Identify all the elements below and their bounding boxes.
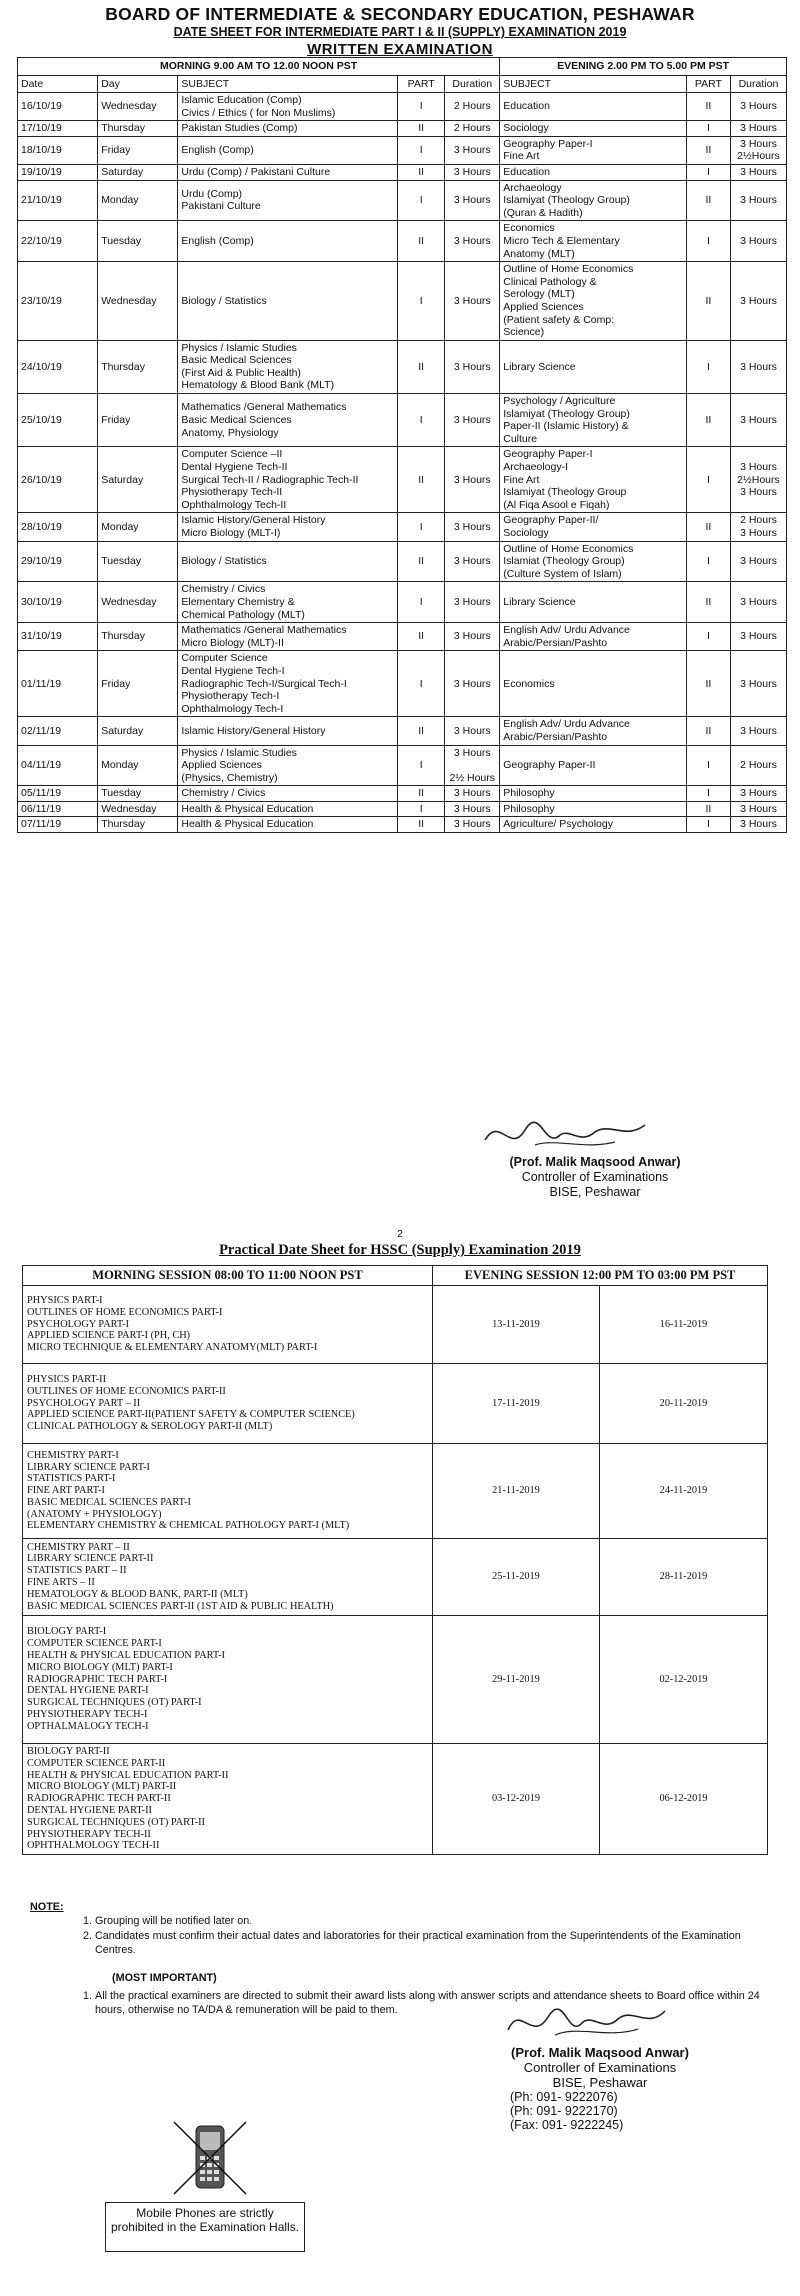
evening-part: II (686, 801, 730, 817)
col-duration-evening: Duration (730, 76, 786, 93)
col-duration: Duration (445, 76, 500, 93)
evening-part: II (686, 513, 730, 541)
exam-row (18, 262, 787, 341)
evening-part: II (686, 93, 730, 121)
practical-date-2: 20-11-2019 (600, 1364, 768, 1444)
exam-date: 23/10/19 (18, 262, 98, 341)
morning-duration: 3 Hours (445, 262, 500, 341)
exam-row (18, 801, 787, 817)
morning-part: II (398, 717, 445, 745)
exam-date: 02/11/19 (18, 717, 98, 745)
exam-row (18, 745, 787, 786)
exam-row (18, 394, 787, 447)
exam-date: 24/10/19 (18, 340, 98, 393)
evening-duration: 3 Hours (730, 394, 786, 447)
morning-duration: 3 Hours 2½ Hours (445, 745, 500, 786)
evening-duration: 3 Hours (730, 164, 786, 180)
practical-group-row (23, 1286, 768, 1364)
signatory-org: BISE, Peshawar (549, 1185, 641, 1199)
exam-date: 18/10/19 (18, 136, 98, 164)
morning-subject: Chemistry / Civics (178, 786, 398, 802)
exam-date: 17/10/19 (18, 121, 98, 137)
morning-subject: Urdu (Comp) Pakistani Culture (178, 180, 398, 221)
morning-subject: Chemistry / Civics Elementary Chemistry & Chemical Pathology (MLT) (178, 582, 398, 623)
practical-subjects: BIOLOGY PART-II COMPUTER SCIENCE PART-II HEALTH & PHYSICAL EDUCATION PART-II MICRO BIOLOGY (MLT) PART-II RADIOGRAPHIC TECH PART-II DENTAL HYGIENE PART-II SURGICAL TECHNIQUES (OT) PART-II PHYSIOTHERAPY TECH-II OPHTHALMOLOGY TECH-II (23, 1744, 433, 1855)
exam-row (18, 541, 787, 582)
practical-date-1: 29-11-2019 (433, 1616, 600, 1744)
exam-date: 25/10/19 (18, 394, 98, 447)
evening-subject: Psychology / Agriculture Islamiyat (Theology Group) Paper-II (Islamic History) & Culture (500, 394, 687, 447)
evening-part: I (686, 541, 730, 582)
evening-part: II (686, 582, 730, 623)
practical-date-2: 24-11-2019 (600, 1444, 768, 1539)
evening-subject: English Adv/ Urdu Advance Arabic/Persian/Pashto (500, 717, 687, 745)
evening-part: I (686, 221, 730, 262)
morning-duration: 3 Hours (445, 801, 500, 817)
morning-subject: English (Comp) (178, 136, 398, 164)
practical-date-2: 02-12-2019 (600, 1616, 768, 1744)
signatory-name: (Prof. Malik Maqsood Anwar) (509, 1155, 681, 1169)
evening-session-header: EVENING 2.00 PM TO 5.00 PM PST (500, 58, 787, 76)
exam-day: Thursday (98, 623, 178, 651)
morning-part: I (398, 513, 445, 541)
signatory-title: Controller of Examinations (521, 1170, 669, 1184)
evening-duration: 3 Hours (730, 340, 786, 393)
morning-part: II (398, 164, 445, 180)
evening-duration: 3 Hours (730, 93, 786, 121)
morning-subject: Biology / Statistics (178, 262, 398, 341)
evening-subject: Outline of Home Economics Clinical Pathology & Serology (MLT) Applied Sciences (Patient safety & Comp: Science) (500, 262, 687, 341)
evening-subject: Philosophy (500, 786, 687, 802)
phone-2: (Ph: 091- 9222170) (510, 2104, 618, 2118)
morning-duration: 3 Hours (445, 164, 500, 180)
signature-scribble (475, 1110, 655, 1160)
exam-row (18, 447, 787, 513)
morning-subject: Physics / Islamic Studies Applied Sciences (Physics, Chemistry) (178, 745, 398, 786)
exam-row (18, 651, 787, 717)
exam-day: Monday (98, 180, 178, 221)
morning-duration: 3 Hours (445, 717, 500, 745)
exam-day: Tuesday (98, 541, 178, 582)
exam-date: 30/10/19 (18, 582, 98, 623)
evening-subject: Economics (500, 651, 687, 717)
morning-subject: Urdu (Comp) / Pakistani Culture (178, 164, 398, 180)
evening-part: I (686, 786, 730, 802)
evening-duration: 3 Hours (730, 717, 786, 745)
exam-date: 04/11/19 (18, 745, 98, 786)
morning-part: I (398, 262, 445, 341)
signature-scribble (500, 1995, 670, 2050)
exam-row (18, 786, 787, 802)
morning-duration: 2 Hours (445, 93, 500, 121)
exam-row (18, 340, 787, 393)
page-number: 2 (397, 1229, 403, 1240)
evening-part: I (686, 817, 730, 833)
practical-group-row (23, 1444, 768, 1539)
morning-subject: Computer Science –II Dental Hygiene Tech-II Surgical Tech-II / Radiographic Tech-II Physiotherapy Tech-II Ophthalmology Tech-II (178, 447, 398, 513)
practical-date-2: 28-11-2019 (600, 1539, 768, 1616)
practical-subjects: CHEMISTRY PART-I LIBRARY SCIENCE PART-I STATISTICS PART-I FINE ART PART-I BASIC MEDICAL SCIENCES PART-I (ANATOMY + PHYSIOLOGY) ELEMENTARY CHEMISTRY & CHEMICAL PATHOLOGY PART-I (MLT) (23, 1444, 433, 1539)
exam-day: Monday (98, 745, 178, 786)
morning-duration: 3 Hours (445, 447, 500, 513)
exam-row (18, 121, 787, 137)
morning-part: I (398, 582, 445, 623)
practical-date-1: 03-12-2019 (433, 1744, 600, 1855)
exam-day: Tuesday (98, 221, 178, 262)
evening-duration: 3 Hours (730, 786, 786, 802)
morning-part: I (398, 651, 445, 717)
evening-duration: 3 Hours (730, 221, 786, 262)
evening-subject: Geography Paper-II (500, 745, 687, 786)
evening-duration: 3 Hours (730, 801, 786, 817)
date-sheet-subtitle: DATE SHEET FOR INTERMEDIATE PART I & II (SUPPLY) EXAMINATION 2019 (173, 25, 627, 39)
board-title: BOARD OF INTERMEDIATE & SECONDARY EDUCATION, PESHAWAR (105, 4, 695, 24)
morning-duration: 3 Hours (445, 582, 500, 623)
practical-date-1: 21-11-2019 (433, 1444, 600, 1539)
morning-part: I (398, 136, 445, 164)
morning-part: I (398, 180, 445, 221)
exam-date: 31/10/19 (18, 623, 98, 651)
morning-subject: Mathematics /General Mathematics Micro Biology (MLT)-II (178, 623, 398, 651)
exam-date: 01/11/19 (18, 651, 98, 717)
exam-day: Wednesday (98, 93, 178, 121)
morning-duration: 3 Hours (445, 651, 500, 717)
morning-duration: 3 Hours (445, 221, 500, 262)
morning-duration: 3 Hours (445, 786, 500, 802)
exam-day: Saturday (98, 447, 178, 513)
evening-part: II (686, 262, 730, 341)
note-item: 2. Candidates must confirm their actual dates and laboratories for their practical examination from the Superintendents of the Examination Centres. (95, 1929, 770, 1957)
evening-part: I (686, 745, 730, 786)
morning-subject: Health & Physical Education (178, 817, 398, 833)
morning-part: I (398, 394, 445, 447)
evening-duration: 3 Hours 2½Hours 3 Hours (730, 447, 786, 513)
evening-part: II (686, 136, 730, 164)
morning-subject: Pakistan Studies (Comp) (178, 121, 398, 137)
col-part-evening: PART (686, 76, 730, 93)
exam-day: Friday (98, 394, 178, 447)
exam-day: Thursday (98, 817, 178, 833)
morning-part: I (398, 745, 445, 786)
morning-subject: English (Comp) (178, 221, 398, 262)
phone-1: (Ph: 091- 9222076) (510, 2090, 618, 2104)
exam-day: Saturday (98, 717, 178, 745)
evening-duration: 3 Hours (730, 262, 786, 341)
evening-part: II (686, 180, 730, 221)
note-label: NOTE: (30, 1901, 64, 1913)
fax-number: (Fax: 091- 9222245) (510, 2118, 624, 2132)
signatory-name: (Prof. Malik Maqsood Anwar) (511, 2045, 689, 2060)
morning-part: II (398, 786, 445, 802)
col-subject-evening: SUBJECT (500, 76, 687, 93)
morning-part: II (398, 541, 445, 582)
exam-day: Monday (98, 513, 178, 541)
evening-subject: Outline of Home Economics Islamiat (Theology Group) (Culture System of Islam) (500, 541, 687, 582)
col-part: PART (398, 76, 445, 93)
exam-day: Thursday (98, 340, 178, 393)
evening-duration: 3 Hours (730, 651, 786, 717)
exam-date: 06/11/19 (18, 801, 98, 817)
morning-duration: 3 Hours (445, 394, 500, 447)
evening-part: II (686, 651, 730, 717)
practical-date-2: 16-11-2019 (600, 1286, 768, 1364)
exam-day: Wednesday (98, 801, 178, 817)
morning-part: II (398, 623, 445, 651)
exam-type-heading: WRITTEN EXAMINATION (307, 41, 493, 58)
morning-subject: Computer Science Dental Hygiene Tech-I Radiographic Tech-I/Surgical Tech-I Physiotherapy Tech-I Ophthalmology Tech-I (178, 651, 398, 717)
evening-duration: 3 Hours (730, 817, 786, 833)
exam-row (18, 180, 787, 221)
exam-row (18, 93, 787, 121)
most-important-item: 1. All the practical examiners are directed to submit their award lists along with answer scripts and attendance sheets to Board office within 24 hours, otherwise no TA/DA & remuneration will be paid to them. (95, 1989, 770, 2017)
morning-part: II (398, 817, 445, 833)
evening-subject: English Adv/ Urdu Advance Arabic/Persian/Pashto (500, 623, 687, 651)
exam-date: 22/10/19 (18, 221, 98, 262)
morning-part: II (398, 447, 445, 513)
evening-duration: 3 Hours (730, 582, 786, 623)
practical-subjects: CHEMISTRY PART – II LIBRARY SCIENCE PART-II STATISTICS PART – II FINE ARTS – II HEMATOLOGY & BLOOD BANK, PART-II (MLT) BASIC MEDICAL SCIENCES PART-II (1ST AID & PUBLIC HEALTH) (23, 1539, 433, 1616)
exam-row (18, 164, 787, 180)
exam-row (18, 136, 787, 164)
signatory-org: BISE, Peshawar (552, 2075, 648, 2090)
morning-duration: 3 Hours (445, 180, 500, 221)
morning-duration: 3 Hours (445, 817, 500, 833)
practical-date-1: 25-11-2019 (433, 1539, 600, 1616)
morning-duration: 3 Hours (445, 623, 500, 651)
practical-date-1: 13-11-2019 (433, 1286, 600, 1364)
exam-row (18, 221, 787, 262)
exam-date: 07/11/19 (18, 817, 98, 833)
morning-subject: Biology / Statistics (178, 541, 398, 582)
practical-group-row (23, 1744, 768, 1855)
morning-subject: Physics / Islamic Studies Basic Medical Sciences (First Aid & Public Health) Hematology & Blood Bank (MLT) (178, 340, 398, 393)
exam-day: Tuesday (98, 786, 178, 802)
exam-date: 28/10/19 (18, 513, 98, 541)
evening-subject: Sociology (500, 121, 687, 137)
exam-day: Thursday (98, 121, 178, 137)
morning-duration: 3 Hours (445, 513, 500, 541)
evening-part: I (686, 447, 730, 513)
exam-row (18, 582, 787, 623)
no-mobile-phone-icon (170, 2118, 250, 2198)
evening-duration: 3 Hours (730, 121, 786, 137)
exam-day: Friday (98, 651, 178, 717)
evening-part: I (686, 623, 730, 651)
evening-subject: Library Science (500, 582, 687, 623)
evening-duration: 2 Hours 3 Hours (730, 513, 786, 541)
most-important-label: (MOST IMPORTANT) (112, 1972, 217, 1984)
practical-exam-table (22, 1265, 768, 1855)
morning-part: II (398, 340, 445, 393)
morning-session-header: MORNING SESSION 08:00 TO 11:00 NOON PST (23, 1266, 433, 1286)
exam-date: 21/10/19 (18, 180, 98, 221)
morning-part: I (398, 801, 445, 817)
exam-row (18, 513, 787, 541)
practical-subjects: BIOLOGY PART-I COMPUTER SCIENCE PART-I HEALTH & PHYSICAL EDUCATION PART-I MICRO BIOLOGY (MLT) PART-I RADIOGRAPHIC TECH PART-I DENTAL HYGIENE PART-I SURGICAL TECHNIQUES (OT) PART-I PHYSIOTHERAPY TECH-I OPTHALMALOGY TECH-I (23, 1616, 433, 1744)
evening-subject: Library Science (500, 340, 687, 393)
evening-subject: Archaeology Islamiyat (Theology Group) (Quran & Hadith) (500, 180, 687, 221)
practical-title: Practical Date Sheet for HSSC (Supply) Examination 2019 (219, 1242, 581, 1258)
exam-day: Wednesday (98, 262, 178, 341)
written-exam-table (17, 57, 787, 833)
exam-row (18, 623, 787, 651)
controller-signature (460, 1155, 730, 1200)
practical-group-row (23, 1539, 768, 1616)
controller-signature (470, 2045, 730, 2132)
evening-part: II (686, 394, 730, 447)
evening-subject: Philosophy (500, 801, 687, 817)
evening-duration: 2 Hours (730, 745, 786, 786)
exam-date: 16/10/19 (18, 93, 98, 121)
evening-subject: Geography Paper-I Fine Art (500, 136, 687, 164)
morning-duration: 2 Hours (445, 121, 500, 137)
evening-part: I (686, 121, 730, 137)
morning-subject: Islamic History/General History (178, 717, 398, 745)
evening-part: I (686, 164, 730, 180)
exam-date: 26/10/19 (18, 447, 98, 513)
evening-duration: 3 Hours (730, 180, 786, 221)
evening-subject: Geography Paper-II/ Sociology (500, 513, 687, 541)
morning-subject: Health & Physical Education (178, 801, 398, 817)
practical-date-1: 17-11-2019 (433, 1364, 600, 1444)
evening-part: II (686, 717, 730, 745)
practical-group-row (23, 1616, 768, 1744)
col-subject: SUBJECT (178, 76, 398, 93)
evening-duration: 3 Hours (730, 541, 786, 582)
exam-day: Wednesday (98, 582, 178, 623)
evening-session-header: EVENING SESSION 12:00 PM TO 03:00 PM PST (433, 1266, 768, 1286)
morning-part: II (398, 121, 445, 137)
morning-duration: 3 Hours (445, 541, 500, 582)
evening-duration: 3 Hours 2½Hours (730, 136, 786, 164)
morning-duration: 3 Hours (445, 340, 500, 393)
exam-date: 19/10/19 (18, 164, 98, 180)
evening-duration: 3 Hours (730, 623, 786, 651)
evening-subject: Economics Micro Tech & Elementary Anatomy (MLT) (500, 221, 687, 262)
morning-subject: Mathematics /General Mathematics Basic Medical Sciences Anatomy, Physiology (178, 394, 398, 447)
practical-date-2: 06-12-2019 (600, 1744, 768, 1855)
exam-day: Saturday (98, 164, 178, 180)
morning-subject: Islamic History/General History Micro Biology (MLT-I) (178, 513, 398, 541)
evening-subject: Geography Paper-I Archaeology-I Fine Art Islamiyat (Theology Group (Al Fiqa Asool e Fiqah) (500, 447, 687, 513)
mobile-phone-notice: Mobile Phones are strictly prohibited in the Examination Halls. (105, 2202, 305, 2252)
morning-part: I (398, 93, 445, 121)
practical-exam-page (0, 1215, 800, 2296)
exam-row (18, 717, 787, 745)
evening-subject: Education (500, 164, 687, 180)
signatory-title: Controller of Examinations (523, 2060, 677, 2075)
exam-date: 29/10/19 (18, 541, 98, 582)
exam-day: Friday (98, 136, 178, 164)
practical-subjects: PHYSICS PART-II OUTLINES OF HOME ECONOMICS PART-II PSYCHOLOGY PART – II APPLIED SCIENCE PART-II(PATIENT SAFETY & COMPUTER SCIENCE) CLINICAL PATHOLOGY & SEROLOGY PART-II (MLT) (23, 1364, 433, 1444)
practical-subjects: PHYSICS PART-I OUTLINES OF HOME ECONOMICS PART-I PSYCHOLOGY PART-I APPLIED SCIENCE PART-I (PH, CH) MICRO TECHNIQUE & ELEMENTARY ANATOMY(MLT) PART-I (23, 1286, 433, 1364)
note-item: 1. Grouping will be notified later on. (95, 1914, 770, 1928)
morning-part: II (398, 221, 445, 262)
exam-date: 05/11/19 (18, 786, 98, 802)
morning-duration: 3 Hours (445, 136, 500, 164)
col-date: Date (18, 76, 98, 93)
evening-subject: Agriculture/ Psychology (500, 817, 687, 833)
col-day: Day (98, 76, 178, 93)
exam-row (18, 817, 787, 833)
practical-group-row (23, 1364, 768, 1444)
morning-subject: Islamic Education (Comp) Civics / Ethics ( for Non Muslims) (178, 93, 398, 121)
morning-session-header: MORNING 9.00 AM TO 12.00 NOON PST (18, 58, 500, 76)
evening-part: I (686, 340, 730, 393)
evening-subject: Education (500, 93, 687, 121)
